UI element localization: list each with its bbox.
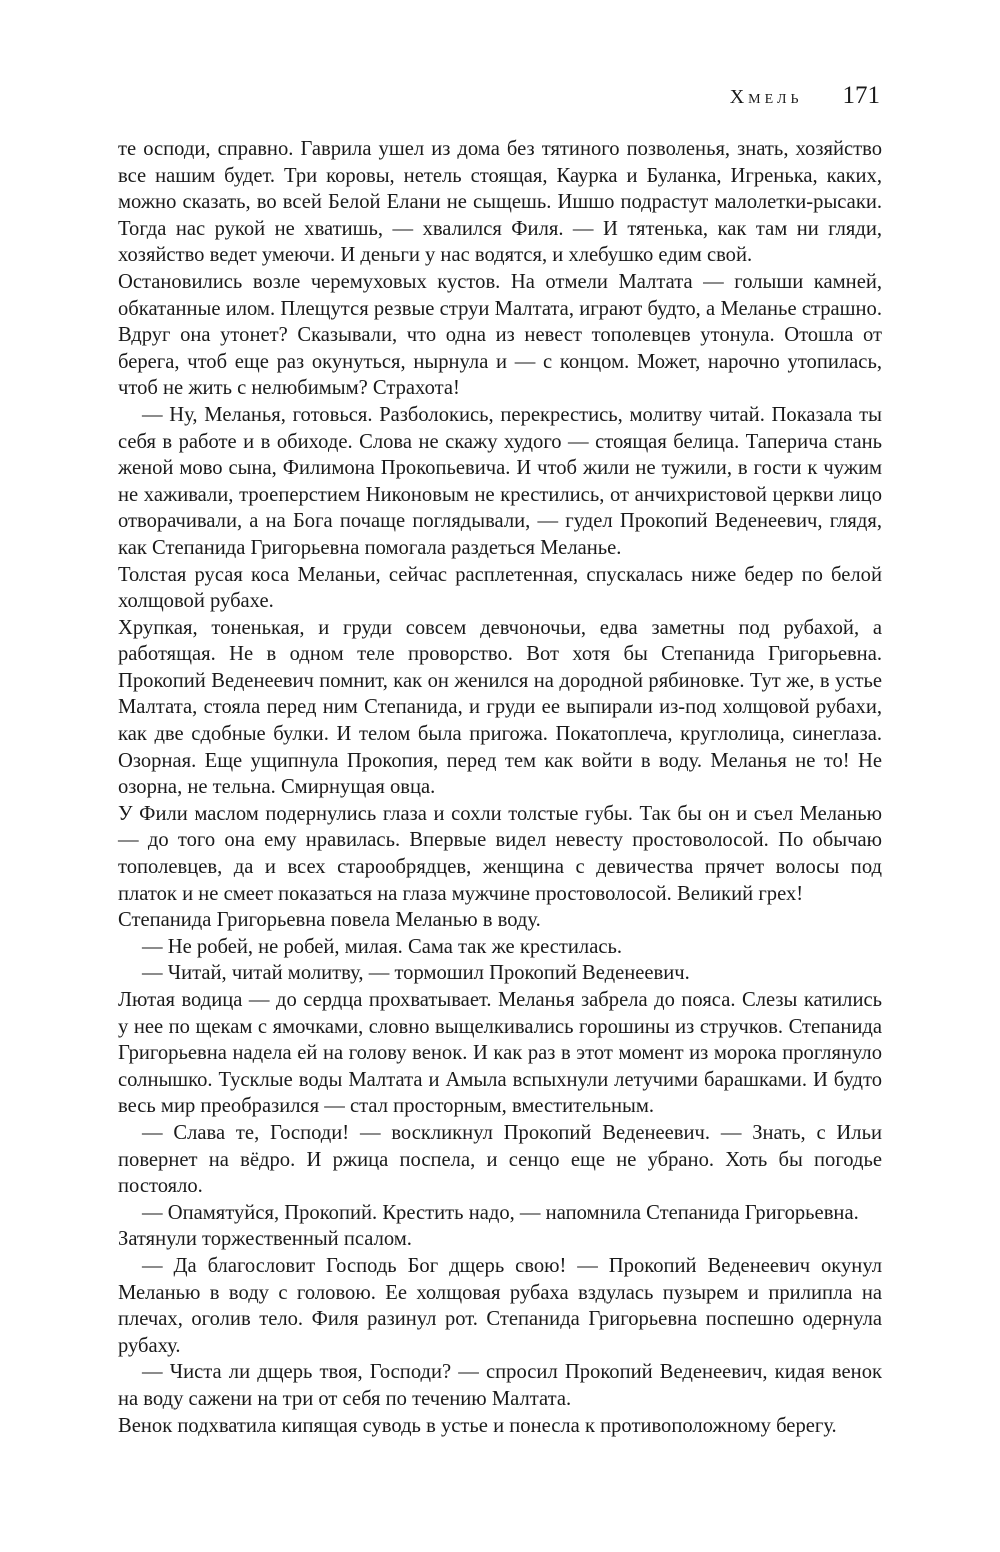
paragraph: Степанида Григорьевна повела Меланью в воду. bbox=[118, 909, 541, 932]
paragraph: — Опамятуйся, Прокопий. Крестить надо, — напомнила Степанида Григорьевна. bbox=[142, 1201, 859, 1224]
paragraph: — Читай, читай молитву, — тормошил Прокопий Веденеевич. bbox=[142, 962, 690, 985]
page-number: 171 bbox=[842, 82, 880, 109]
paragraph: те осподи, справно. Гаврила ушел из дома без тятиного позволенья, знать, хозяйство все нашим будет. Три коровы, нетель стоящая, Каурка и Буланка, Игренька, каких, можно сказать, во всей Белой Елани не сыщешь. Ишшо подрастут малолетки-рысаки. Тогда нас рукой не хватишь, — хвалился Филя. — И тятенька, как там ни гляди, хозяйство ведет умеючи. И деньги у нас водятся, и хлебушко едим свой. bbox=[118, 138, 882, 267]
paragraph: — Ну, Меланья, готовься. Разболокись, перекрестись, молитву читай. Показала ты себя в работе и в обиходе. Слова не скажу худого — стоящая белица. Таперича стань женой мово сына, Филимона Прокопьевича. И чтоб жили не тужили, в гости к чужим не хаживали, троеперстием Никоновым не крестились, от анчихристовой церкви лицо отворачивали, а на Бога почаще поглядывали, — гудел Прокопий Веденеевич, глядя, как Степанида Григорьевна помогала раздеться Меланье. bbox=[118, 403, 882, 559]
paragraph: — Да благословит Господь Бог дщерь свою! — Прокопий Веденеевич окунул Меланью в воду с головою. Ее холщовая рубаха вздулась пузырем и прилипла на плечах, оголив тело. Филя разинул рот. Степанида Григорьевна поспешно одернула рубаху. bbox=[118, 1254, 882, 1357]
paragraph: Лютая водица — до сердца прохватывает. Меланья забрела до пояса. Слезы катились у нее по щекам с ямочками, словно выщелкивались горошины из стручков. Степанида Григорьевна надела ей на голову венок. И как раз в этот момент из морока проглянуло солнышко. Тусклые воды Малтата и Амыла вспыхнули летучими барашками. И будто весь мир преобразился — стал просторным, вместительным. bbox=[118, 989, 882, 1118]
running-title: Хмель bbox=[729, 86, 803, 108]
paragraph: Венок подхватила кипящая суводь в устье и понесла к противоположному берегу. bbox=[118, 1414, 837, 1437]
paragraph: Хрупкая, тоненькая, и груди совсем девчоночьи, едва заметны под рубахой, а работящая. Не в одном теле проворство. Вот хотя бы Степанида Григорьевна. Прокопий Веденеевич помнит, как он женился на дородной рябиновке. Тут же, в устье Малтата, стояла перед ним Степанида, и груди ее выпирали из-под холщовой рубахи, как две сдобные булки. И телом была пригожа. Покатоплеча, круглолица, синеглаза. Озорная. Еще ущипнула Прокопия, перед тем как войти в воду. Меланья не то! Не озорна, не тельна. Смирнущая овца. bbox=[118, 616, 882, 799]
paragraph: Остановились возле черемуховых кустов. На отмели Малтата — голыши камней, обкатанные илом. Плещутся резвые струи Малтата, играют будто, а Меланье страшно. Вдруг она утонет? Сказывали, что одна из невест тополевцев утонула. Отошла от берега, чтоб еще раз окунуться, нырнула и — с концом. Может, нарочно утопилась, чтоб не жить с нелюбимым? Страхота! bbox=[118, 270, 882, 400]
paragraph: — Не робей, не робей, милая. Сама так же крестилась. bbox=[142, 935, 623, 958]
paragraph: У Фили маслом подернулись глаза и сохли толстые губы. Так бы он и съел Меланью — до того она ему нравилась. Впервые видел невесту простоволосой. По обычаю тополевцев, да и всех старообрядцев, женщина с девичества прячет волосы под платок и не смеет показаться на глаза мужчине простоволосой. Великий грех! bbox=[118, 802, 882, 905]
paragraph: Толстая русая коса Меланьи, сейчас расплетенная, спускалась ниже бедер по белой холщовой рубахе. bbox=[118, 563, 882, 613]
paragraph: Затянули торжественный псалом. bbox=[118, 1228, 412, 1251]
paragraph: — Чиста ли дщерь твоя, Господи? — спросил Прокопий Веденеевич, кидая венок на воду сажени на три от себя по течению Малтата. bbox=[118, 1361, 882, 1410]
body-text bbox=[118, 136, 882, 1439]
paragraph: — Слава те, Господи! — воскликнул Прокопий Веденеевич. — Знать, с Ильи повернет на вёдро. И ржица поспела, и сенцо еще не убрано. Хоть бы погодье постояло. bbox=[118, 1121, 882, 1198]
running-head bbox=[730, 82, 880, 110]
